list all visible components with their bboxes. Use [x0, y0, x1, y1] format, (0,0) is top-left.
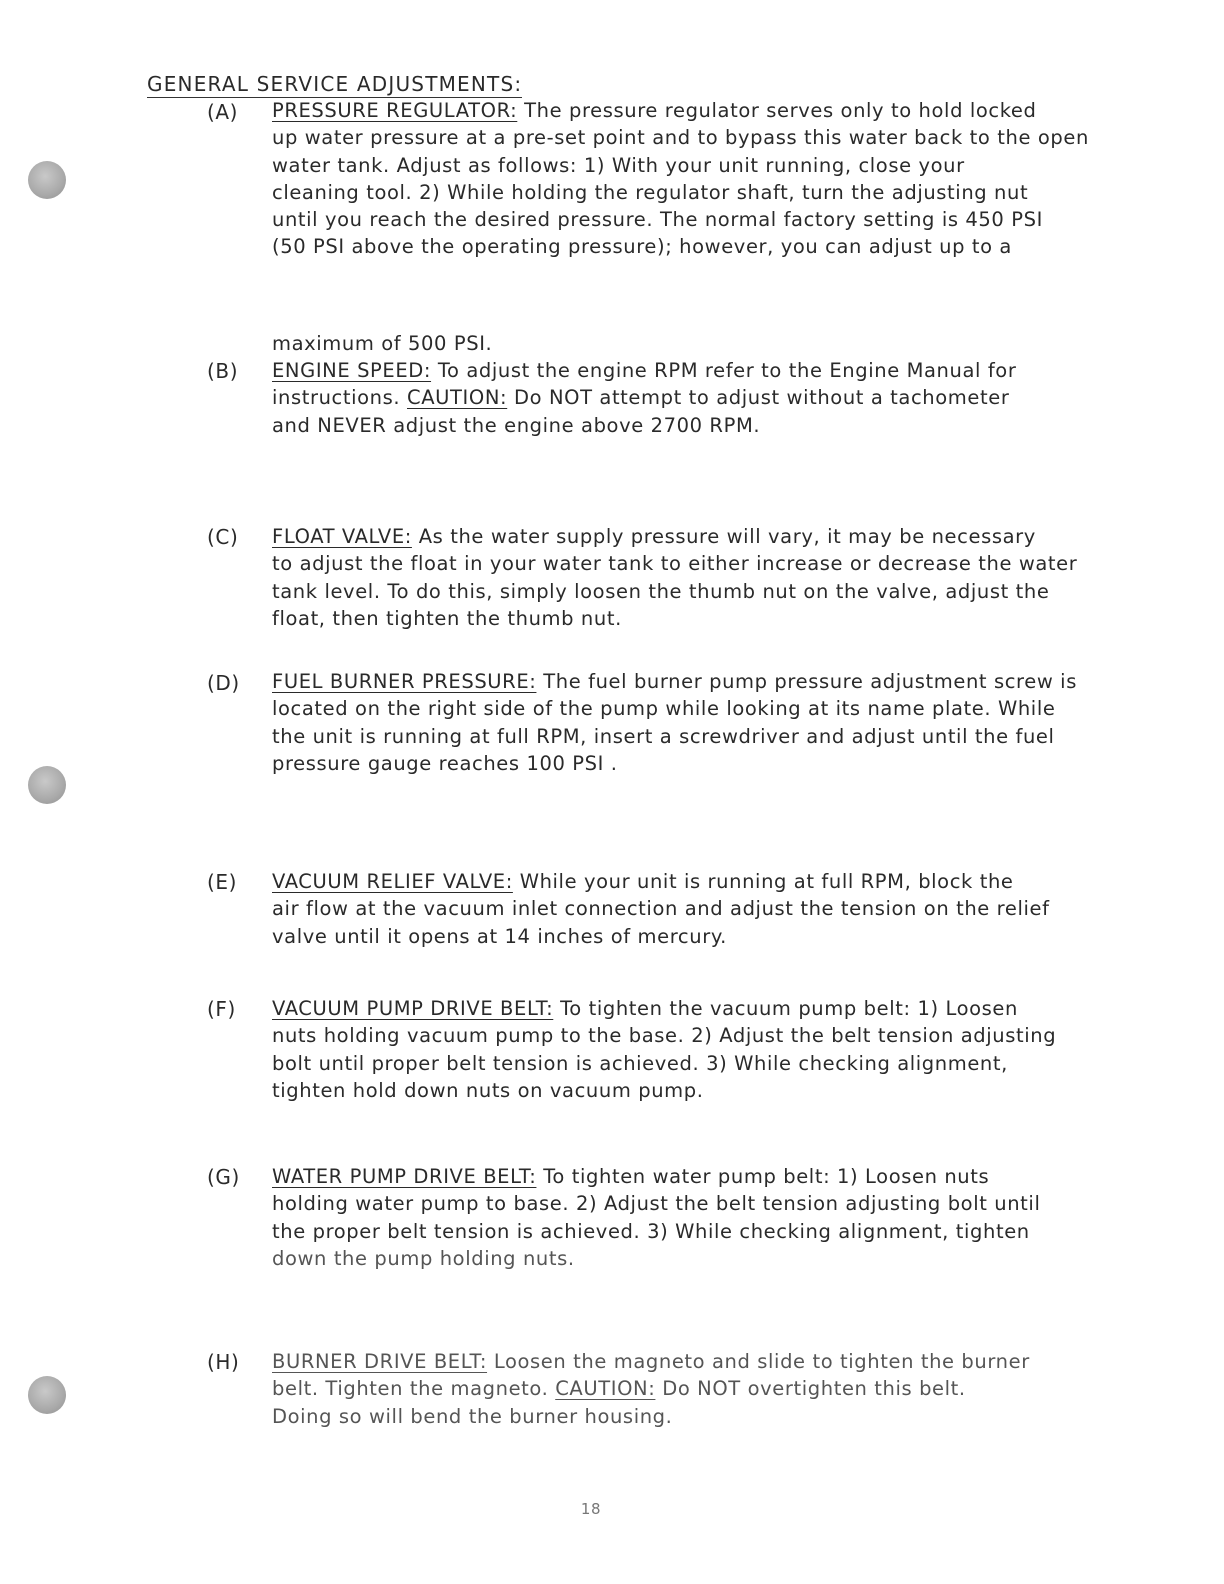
section-d-title: FUEL BURNER PRESSURE:: [272, 670, 537, 693]
section-h-title: BURNER DRIVE BELT:: [272, 1350, 488, 1373]
section-c-paragraph: FLOAT VALVE: As the water supply pressure will vary, it may be necessary to adjust the float in your water tank to either increase or decrease the water tank level. To do this, simply loosen the thumb nut on the valve, adjust the float, then tighten the thumb nut.: [272, 525, 1078, 630]
section-a-paragraph: PRESSURE REGULATOR: The pressure regulator serves only to hold locked up water pressure at a pre-set point and to bypass this water back to the open water tank. Adjust as follows: 1) With your unit running, close your cleaning tool. 2) While holding the regulator shaft, turn the adjusting nut until you reach the desired pressure. The normal factory setting is 450 PSI (50 PSI above the operating pressure); however, you can adjust up to a: [272, 99, 1089, 259]
section-f-letter: (F): [207, 997, 236, 1021]
section-g-paragraph: WATER PUMP DRIVE BELT: To tighten water pump belt: 1) Loosen nuts holding water pump to base. 2) Adjust the belt tension adjusting bolt until the proper belt tension is achieved. 3) While checking alignment, tighten down the pump holding nuts.: [272, 1165, 1041, 1270]
section-h-paragraph: BURNER DRIVE BELT: Loosen the magneto and slide to tighten the burner belt. Tighten the magneto. CAUTION: Do NOT overtighten this belt. Doing so will bend the burner housing.: [272, 1350, 1030, 1428]
section-c-letter: (C): [207, 525, 239, 549]
binder-hole-top: [28, 161, 66, 199]
section-a-continued: maximum of 500 PSI.: [272, 332, 493, 355]
section-h-caution: CAUTION:: [555, 1377, 656, 1401]
section-g-letter: (G): [207, 1165, 240, 1189]
section-b-title: ENGINE SPEED:: [272, 359, 432, 382]
binder-hole-bottom: [28, 1376, 66, 1414]
section-b-paragraph: ENGINE SPEED: To adjust the engine RPM refer to the Engine Manual for instructions. CAUTION: Do NOT attempt to adjust without a tachometer and NEVER adjust the engine above 2700 RPM.: [272, 359, 1017, 437]
section-e-title: VACUUM RELIEF VALVE:: [272, 870, 513, 893]
section-d-letter: (D): [207, 671, 240, 695]
section-f-paragraph: VACUUM PUMP DRIVE BELT: To tighten the vacuum pump belt: 1) Loosen nuts holding vacuum pump to the base. 2) Adjust the belt tension adjusting bolt until proper belt tension is achieved. 3) While checking alignment, tighten hold down nuts on vacuum pump.: [272, 997, 1057, 1102]
page-heading: GENERAL SERVICE ADJUSTMENTS:: [147, 72, 523, 96]
section-f-title: VACUUM PUMP DRIVE BELT:: [272, 997, 554, 1020]
section-h-letter: (H): [207, 1350, 240, 1374]
section-e-paragraph: VACUUM RELIEF VALVE: While your unit is running at full RPM, block the air flow at the vacuum inlet connection and adjust the tension on the relief valve until it opens at 14 inches of mercury.: [272, 870, 1050, 948]
section-d-paragraph: FUEL BURNER PRESSURE: The fuel burner pump pressure adjustment screw is located on the right side of the pump while looking at its name plate. While the unit is running at full RPM, insert a screwdriver and adjust until the fuel pressure gauge reaches 100 PSI .: [272, 670, 1077, 775]
page-number: 18: [580, 1500, 602, 1518]
section-g-title: WATER PUMP DRIVE BELT:: [272, 1165, 537, 1188]
section-a-letter: (A): [207, 100, 239, 124]
binder-hole-middle: [28, 766, 66, 804]
section-b-caution: CAUTION:: [407, 386, 508, 410]
section-b-letter: (B): [207, 359, 239, 383]
section-c-title: FLOAT VALVE:: [272, 525, 412, 548]
section-a-title: PRESSURE REGULATOR:: [272, 99, 518, 122]
section-e-letter: (E): [207, 870, 238, 894]
